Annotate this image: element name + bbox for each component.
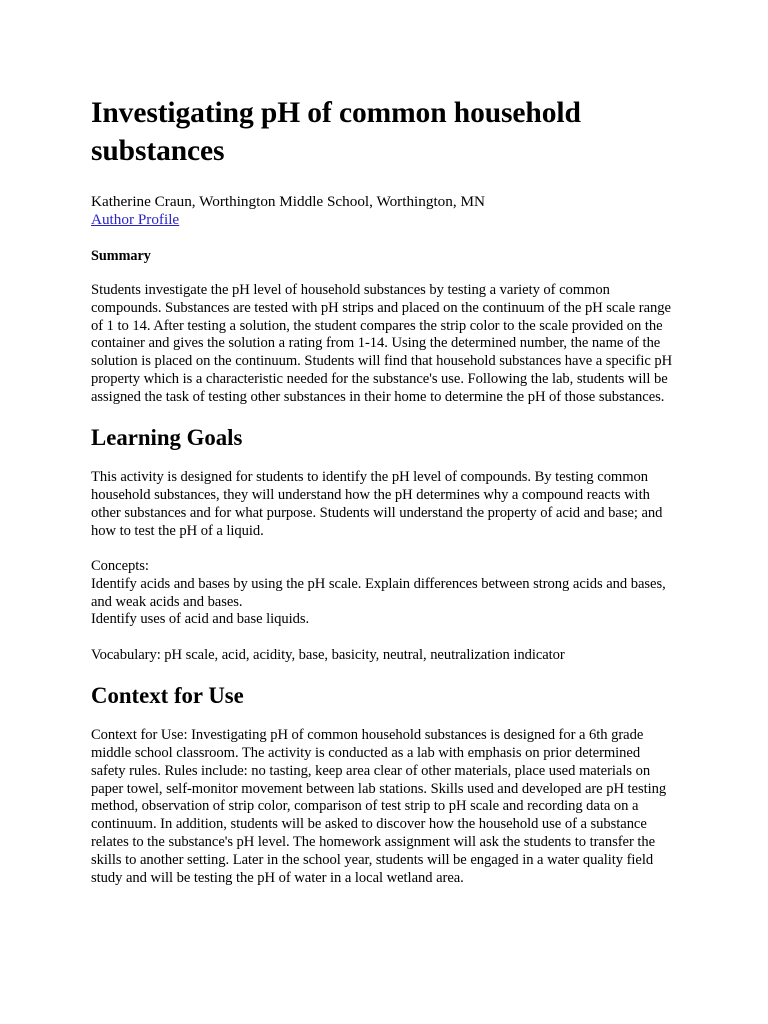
- vocabulary-text: Vocabulary: pH scale, acid, acidity, base, basicity, neutral, neutralization indicator: [91, 646, 565, 663]
- author-block: [91, 193, 678, 229]
- author-line: Katherine Craun, Worthington Middle School, Worthington, MN: [91, 193, 485, 210]
- learning-goals-heading: Learning Goals: [91, 425, 243, 451]
- context-for-use-heading: Context for Use: [91, 683, 244, 709]
- concepts-line-1: Identify acids and bases by using the pH scale. Explain differences between strong acids and bases, and weak acids and bases.: [91, 575, 666, 610]
- summary-text: Students investigate the pH level of household substances by testing a variety of common compounds. Substances are tested with pH strips and placed on the continuum of the pH scale range of 1 to 14. After testing a solution, the student compares the strip color to the scale provided on the container and gives the solution a rating from 1-14. Using the determined number, the name of the solution is placed on the continuum. Students will find that household substances have a specific pH property which is a characteristic needed for the substance's use. Following the lab, students will be assigned the task of testing other substances in their home to determine the pH of those substances.: [91, 282, 673, 405]
- context-for-use-text: Context for Use: Investigating pH of common household substances is designed for a 6th grade middle school classroom. The activity is conducted as a lab with emphasis on prior determined safety rules. Rules include: no tasting, keep area clear of other materials, place used materials on paper towel, self-monitor movement between lab stations. Skills used and developed are pH testing method, observation of strip color, comparison of test strip to pH scale and recording data on a continuum. In addition, students will be asked to discover how the household use of a substance relates to the substance's pH level. The homework assignment will ask the students to transfer the skills to another setting. Later in the school year, students will be engaged in a water quality field study and will be testing the pH of water in a local wetland area.: [91, 727, 667, 886]
- concepts-label: Concepts:: [91, 557, 149, 574]
- author-profile-link[interactable]: Author Profile: [91, 211, 180, 228]
- summary-heading: Summary: [91, 248, 151, 264]
- concepts-line-2: Identify uses of acid and base liquids.: [91, 611, 310, 628]
- page-title: Investigating pH of common household substances: [91, 97, 581, 167]
- learning-goals-intro: This activity is designed for students to identify the pH level of compounds. By testing common household substances, they will understand how the pH determines why a compound reacts with other substances and for what purpose. Students will understand the property of acid and base; and how to test the pH of a liquid.: [91, 469, 663, 539]
- concepts-block: [91, 558, 678, 629]
